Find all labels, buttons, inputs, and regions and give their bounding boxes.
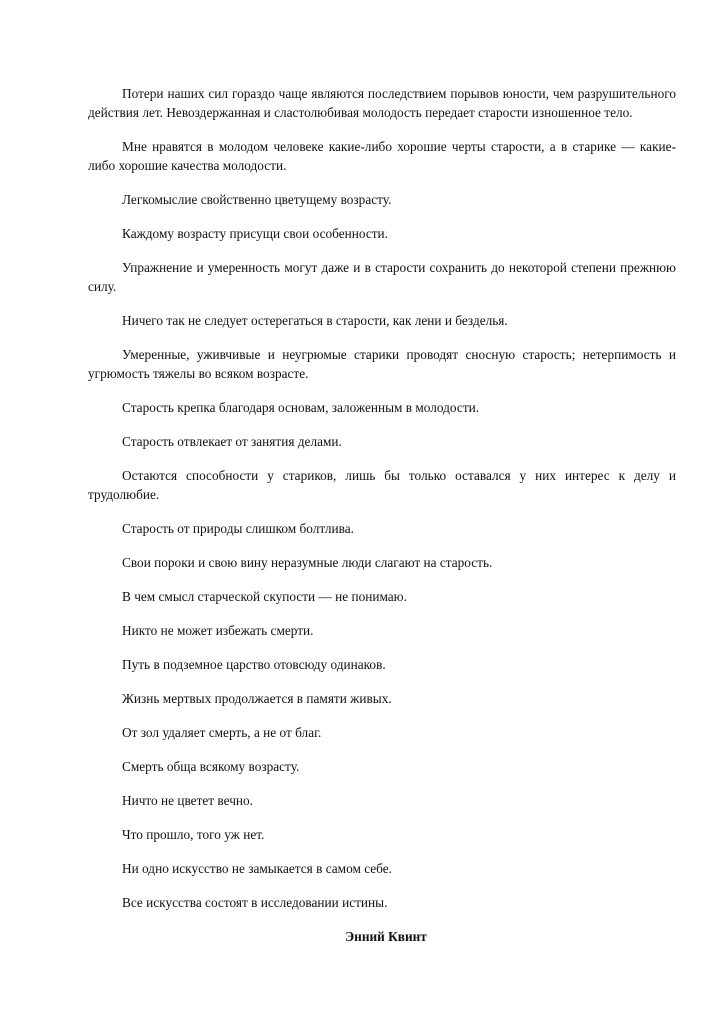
quote-paragraph: Умеренные, уживчивые и неугрюмые старики проводят сносную старость; нетерпимость и угрюмость тяжелы во всяком возрасте.	[88, 347, 676, 381]
quote-paragraph: Старость отвлекает от занятия делами.	[122, 434, 342, 449]
quote-paragraph: Ничто не цветет вечно.	[122, 793, 253, 808]
quote-paragraph: Старость от природы слишком болтлива.	[122, 521, 354, 536]
quote-paragraph: Все искусства состоят в исследовании истины.	[122, 895, 388, 910]
quote-paragraph: От зол удаляет смерть, а не от благ.	[122, 725, 322, 740]
quote-paragraph: Упражнение и умеренность могут даже и в старости сохранить до некоторой степени прежнюю силу.	[88, 260, 676, 294]
quote-paragraph: Жизнь мертвых продолжается в памяти живых.	[122, 691, 392, 706]
author-signature: Энний Квинт	[345, 929, 427, 944]
quote-paragraph: Свои пороки и свою вину неразумные люди слагают на старость.	[122, 555, 493, 570]
quote-paragraph: Смерть обща всякому возрасту.	[122, 759, 300, 774]
quote-paragraph: Остаются способности у стариков, лишь бы только оставался у них интерес к делу и трудолюбие.	[88, 468, 676, 502]
quote-paragraph: Никто не может избежать смерти.	[122, 623, 314, 638]
quote-paragraph: В чем смысл старческой скупости — не понимаю.	[122, 589, 407, 604]
quote-paragraph: Что прошло, того уж нет.	[122, 827, 265, 842]
quote-paragraph: Каждому возрасту присущи свои особенности.	[122, 226, 388, 241]
document-body	[88, 84, 676, 946]
quote-paragraph: Потери наших сил гораздо чаще являются последствием порывов юности, чем разрушительного действия лет. Невоздержанная и сластолюбивая молодость передает старости изношенное тело.	[88, 86, 676, 120]
quote-paragraph: Путь в подземное царство отовсюду одинаков.	[122, 657, 386, 672]
quote-paragraph: Легкомыслие свойственно цветущему возрасту.	[122, 192, 392, 207]
quote-paragraph: Мне нравятся в молодом человеке какие-либо хорошие черты старости, а в старике — какие-либо хорошие качества молодости.	[88, 139, 676, 173]
quote-paragraph: Ничего так не следует остерегаться в старости, как лени и безделья.	[122, 313, 508, 328]
quote-paragraph: Ни одно искусство не замыкается в самом себе.	[122, 861, 392, 876]
quote-paragraph: Старость крепка благодаря основам, заложенным в молодости.	[122, 400, 480, 415]
